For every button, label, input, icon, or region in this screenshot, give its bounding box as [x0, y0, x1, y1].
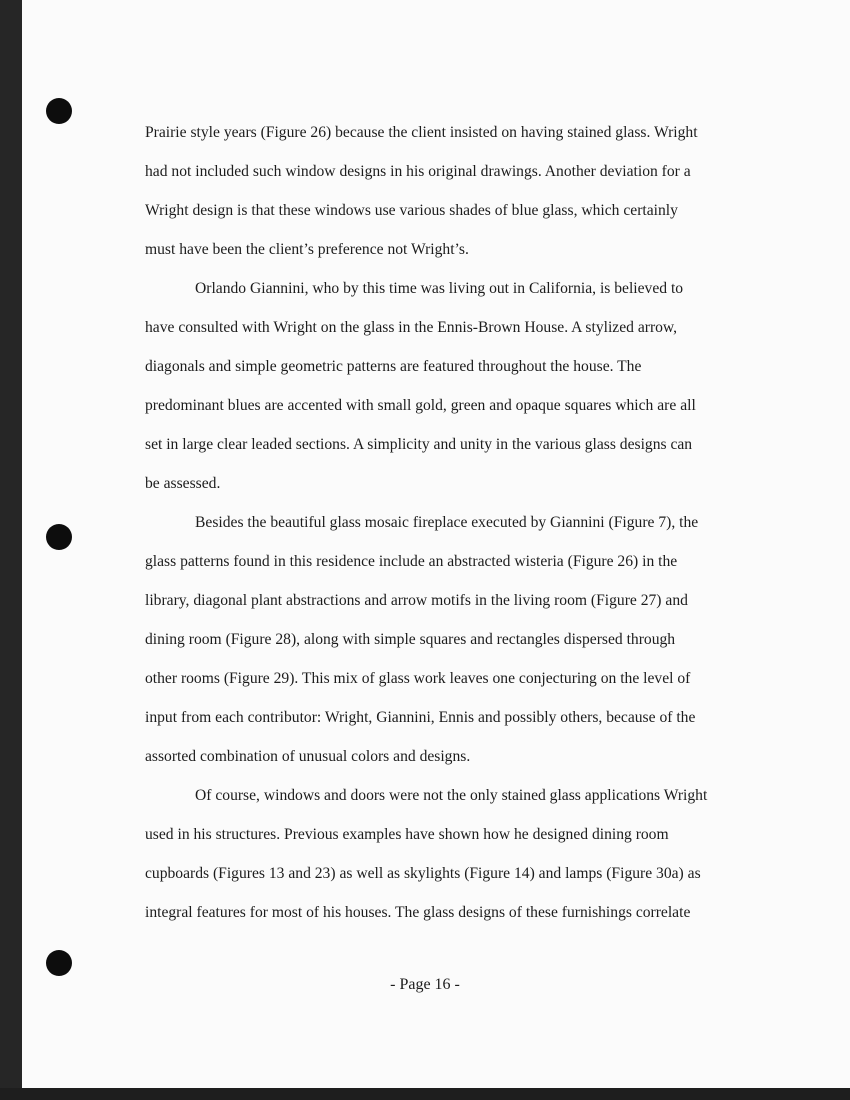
text-line: Wright design is that these windows use various shades of blue glass, which certainly [145, 202, 678, 219]
text-line: be assessed. [145, 475, 221, 492]
paragraph-1 [145, 118, 745, 274]
text-line: input from each contributor: Wright, Giannini, Ennis and possibly others, because of the [145, 709, 696, 726]
text-line: Besides the beautiful glass mosaic fireplace executed by Giannini (Figure 7), the [195, 514, 699, 531]
text-line: must have been the client’s preference not Wright’s. [145, 241, 469, 258]
text-line: dining room (Figure 28), along with simple squares and rectangles dispersed through [145, 631, 676, 648]
text-line: Of course, windows and doors were not the only stained glass applications Wright [195, 787, 708, 804]
text-line: Prairie style years (Figure 26) because the client insisted on having stained glass. Wright [145, 124, 698, 141]
paragraph-3 [145, 508, 745, 781]
text-line: assorted combination of unusual colors and designs. [145, 748, 471, 765]
text-line: cupboards (Figures 13 and 23) as well as skylights (Figure 14) and lamps (Figure 30a) as [145, 865, 701, 882]
page-number: - Page 16 - [390, 976, 460, 993]
paragraph-4 [145, 781, 745, 937]
body-text [145, 118, 745, 937]
punch-hole-middle [46, 524, 72, 550]
text-line: set in large clear leaded sections. A simplicity and unity in the various glass designs can [145, 436, 693, 453]
text-line: Orlando Giannini, who by this time was living out in California, is believed to [195, 280, 684, 297]
scan-left-border [0, 0, 22, 1100]
paragraph-2 [145, 274, 745, 508]
text-line: integral features for most of his houses. The glass designs of these furnishings correlate [145, 904, 691, 921]
punch-hole-bottom [46, 950, 72, 976]
text-line: library, diagonal plant abstractions and arrow motifs in the living room (Figure 27) and [145, 592, 688, 609]
text-line: have consulted with Wright on the glass in the Ennis-Brown House. A stylized arrow, [145, 319, 678, 336]
text-line: diagonals and simple geometric patterns are featured throughout the house. The [145, 358, 642, 375]
text-line: used in his structures. Previous examples have shown how he designed dining room [145, 826, 669, 843]
text-line: glass patterns found in this residence include an abstracted wisteria (Figure 26) in the [145, 553, 678, 570]
text-line: predominant blues are accented with small gold, green and opaque squares which are all [145, 397, 696, 414]
text-line: other rooms (Figure 29). This mix of glass work leaves one conjecturing on the level of [145, 670, 691, 687]
scan-bottom-border [0, 1088, 850, 1100]
text-line: had not included such window designs in his original drawings. Another deviation for a [145, 163, 691, 180]
punch-hole-top [46, 98, 72, 124]
